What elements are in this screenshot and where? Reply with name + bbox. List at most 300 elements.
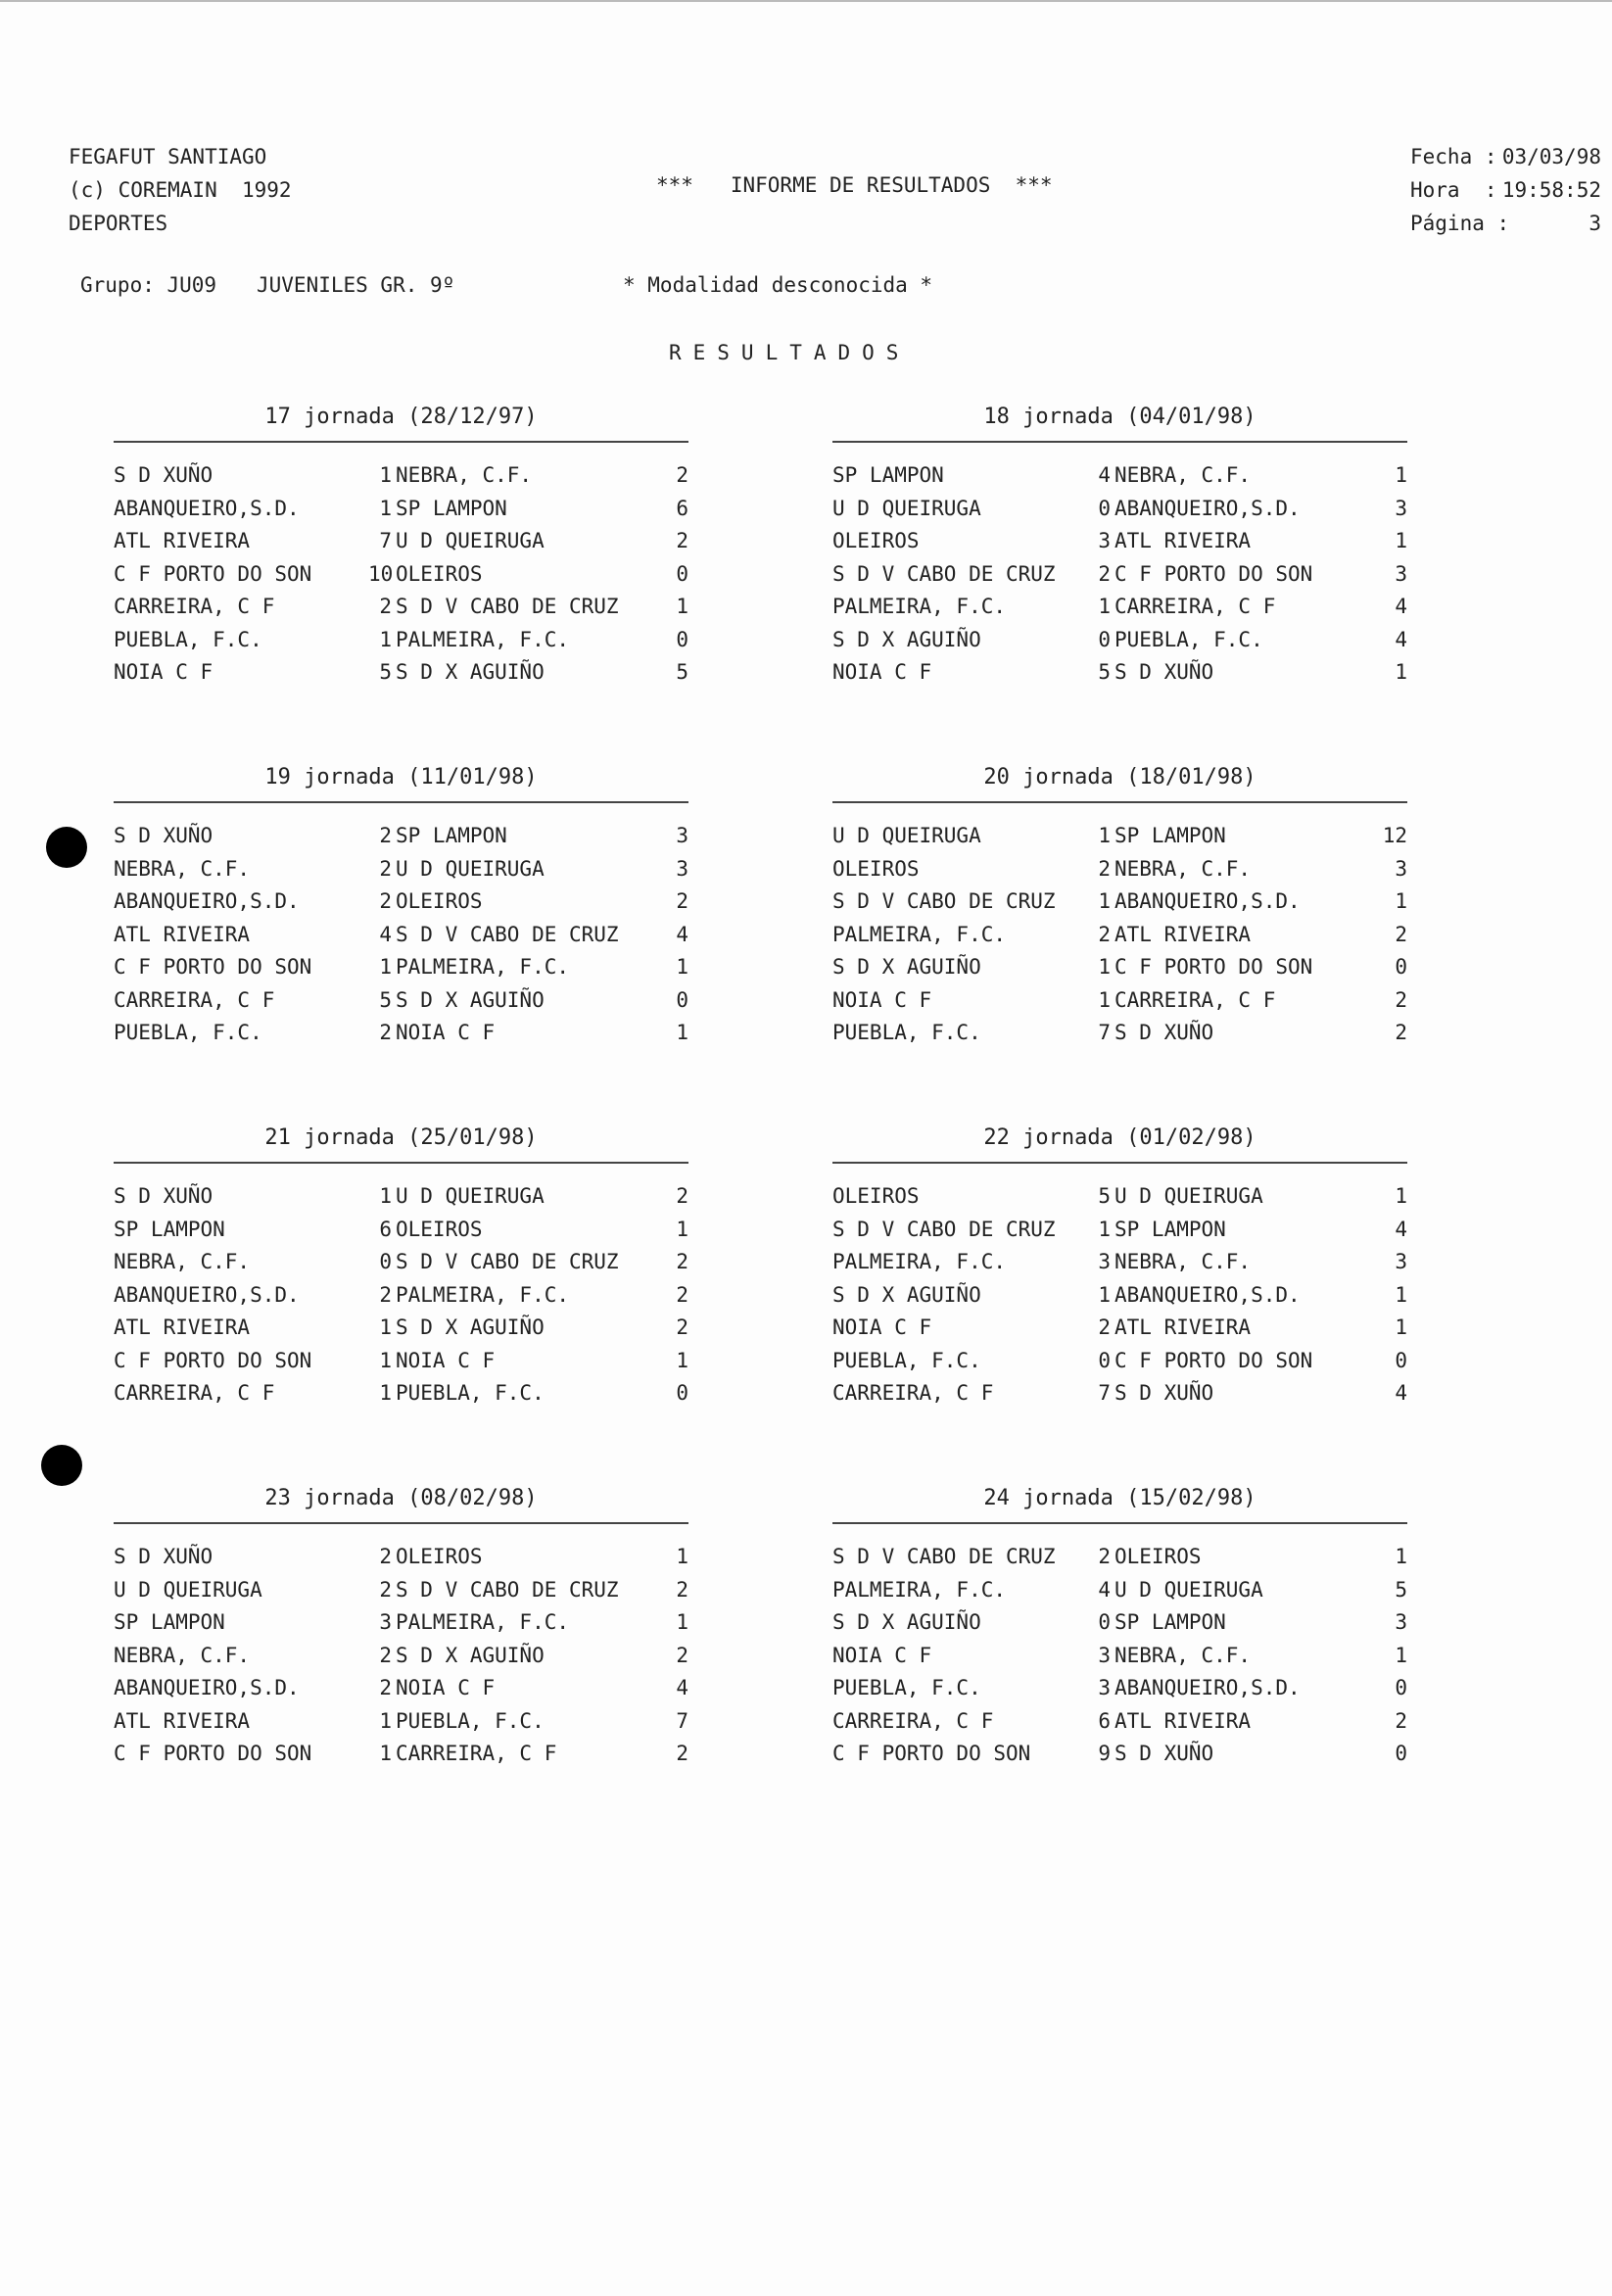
home-score: 2 — [379, 889, 392, 913]
away-score: 6 — [676, 496, 688, 520]
away-score: 4 — [676, 1676, 688, 1699]
away-team: NOIA C F — [396, 1021, 496, 1044]
header-right — [1410, 140, 1601, 240]
away-team: SP LAMPON — [1114, 1610, 1226, 1634]
home-score: 0 — [1098, 627, 1111, 651]
away-team: OLEIROS — [396, 1217, 483, 1241]
home-score: 2 — [1098, 561, 1111, 586]
home-score: 0 — [1098, 1348, 1111, 1372]
match-row — [114, 624, 688, 657]
match-row — [114, 459, 688, 493]
match-list — [114, 1180, 688, 1411]
home-team: PALMEIRA, F.C. — [832, 922, 1007, 946]
home-team: PUEBLA, F.C. — [832, 1021, 981, 1044]
match-row — [832, 1574, 1407, 1607]
home-score: 1 — [379, 1708, 392, 1733]
away-team: C F PORTO DO SON — [1114, 955, 1313, 979]
away-team: ABANQUEIRO,S.D. — [1114, 496, 1301, 520]
home-score: 1 — [379, 1381, 392, 1405]
home-score: 2 — [379, 856, 392, 881]
match-row — [832, 1279, 1407, 1313]
home-team: C F PORTO DO SON — [114, 561, 312, 586]
away-score: 1 — [1395, 1282, 1407, 1307]
match-row — [832, 820, 1407, 853]
home-score: 1 — [379, 1184, 392, 1208]
match-row — [832, 1606, 1407, 1640]
match-row — [114, 1705, 688, 1739]
away-score: 5 — [1395, 1577, 1407, 1602]
match-row — [832, 525, 1407, 558]
away-score: 2 — [1395, 922, 1407, 946]
home-team: NEBRA, C.F. — [114, 856, 251, 881]
jornada-title: 24 jornada (15/02/98) — [983, 1486, 1256, 1510]
home-score: 10 — [368, 561, 394, 586]
match-list — [114, 1541, 688, 1771]
away-score: 2 — [676, 1643, 688, 1667]
match-row — [832, 1377, 1407, 1411]
home-score: 1 — [379, 1315, 392, 1339]
match-row — [114, 984, 688, 1018]
away-team: ATL RIVEIRA — [1114, 529, 1252, 552]
match-row — [114, 1180, 688, 1214]
away-score: 2 — [1395, 1021, 1407, 1044]
fecha-value: 03/03/98 — [1501, 145, 1601, 168]
away-team: OLEIROS — [396, 889, 483, 913]
away-score: 1 — [676, 1545, 688, 1568]
away-score: 1 — [676, 1021, 688, 1044]
home-team: PUEBLA, F.C. — [832, 1676, 981, 1699]
home-score: 2 — [379, 1282, 392, 1307]
away-score: 2 — [676, 1184, 688, 1208]
away-team: S D X AGUIÑO — [396, 1643, 545, 1667]
home-team: C F PORTO DO SON — [832, 1742, 1031, 1765]
home-score: 3 — [1098, 1250, 1111, 1273]
home-score: 2 — [379, 1545, 392, 1568]
away-team: U D QUEIRUGA — [396, 856, 545, 881]
modalidad: * Modalidad desconocida * — [623, 273, 933, 297]
away-team: PALMEIRA, F.C. — [396, 627, 570, 651]
away-score: 4 — [1395, 1381, 1407, 1405]
away-score: 12 — [1382, 824, 1407, 847]
jornada-divider — [832, 1162, 1407, 1164]
home-score: 1 — [1098, 955, 1111, 979]
home-score: 5 — [379, 987, 392, 1012]
match-row — [832, 1640, 1407, 1673]
home-team: S D V CABO DE CRUZ — [832, 561, 1056, 586]
match-row — [114, 853, 688, 886]
away-team: S D XUÑO — [1114, 1381, 1214, 1405]
match-row — [832, 853, 1407, 886]
home-team: ABANQUEIRO,S.D. — [114, 889, 300, 913]
home-team: S D XUÑO — [114, 463, 213, 487]
home-team: S D X AGUIÑO — [832, 1610, 981, 1634]
home-score: 4 — [1098, 1577, 1111, 1602]
hora-label: Hora : — [1410, 178, 1497, 202]
away-team: C F PORTO DO SON — [1114, 1348, 1313, 1372]
match-row — [832, 624, 1407, 657]
away-score: 3 — [1395, 561, 1407, 586]
away-team: C F PORTO DO SON — [1114, 561, 1313, 586]
home-team: NOIA C F — [832, 660, 932, 684]
hora-value: 19:58:52 — [1501, 178, 1601, 202]
home-score: 3 — [1098, 529, 1111, 552]
copyright: (c) COREMAIN 1992 — [69, 178, 292, 202]
away-team: PUEBLA, F.C. — [1114, 627, 1263, 651]
home-team: CARREIRA, C F — [832, 1708, 994, 1733]
home-team: C F PORTO DO SON — [114, 1348, 312, 1372]
jornada-divider — [114, 801, 688, 803]
away-score: 3 — [1395, 496, 1407, 520]
home-score: 5 — [1098, 660, 1111, 684]
away-score: 1 — [676, 1610, 688, 1634]
home-team: ATL RIVEIRA — [114, 1315, 251, 1339]
home-score: 0 — [1098, 496, 1111, 520]
match-row — [114, 1606, 688, 1640]
match-row — [114, 493, 688, 526]
match-row — [832, 591, 1407, 624]
match-row — [832, 1345, 1407, 1378]
match-row — [832, 493, 1407, 526]
home-team: SP LAMPON — [114, 1217, 225, 1241]
away-score: 1 — [1395, 1315, 1407, 1339]
jornada-title: 23 jornada (08/02/98) — [264, 1486, 538, 1510]
home-team: ATL RIVEIRA — [114, 922, 251, 946]
away-team: ATL RIVEIRA — [1114, 1708, 1252, 1733]
away-team: NEBRA, C.F. — [1114, 1643, 1252, 1667]
jornada-divider — [114, 441, 688, 443]
match-list — [114, 459, 688, 690]
home-score: 2 — [1098, 1315, 1111, 1339]
away-score: 0 — [676, 627, 688, 651]
home-score: 4 — [379, 922, 392, 946]
home-team: SP LAMPON — [832, 463, 944, 487]
home-score: 1 — [379, 955, 392, 979]
home-score: 1 — [379, 627, 392, 651]
fecha-row — [1410, 140, 1601, 173]
home-team: NEBRA, C.F. — [114, 1250, 251, 1273]
home-team: U D QUEIRUGA — [114, 1577, 262, 1602]
jornada-divider — [832, 1522, 1407, 1524]
section-title: RESULTADOS — [669, 341, 911, 364]
home-score: 7 — [1098, 1021, 1111, 1044]
away-score: 1 — [1395, 1545, 1407, 1568]
pagina-value: 3 — [1588, 212, 1601, 235]
away-team: S D X AGUIÑO — [396, 660, 545, 684]
home-score: 7 — [1098, 1381, 1111, 1405]
match-row — [832, 1214, 1407, 1247]
away-score: 2 — [676, 529, 688, 552]
match-row — [114, 1672, 688, 1705]
match-row — [832, 919, 1407, 952]
home-team: OLEIROS — [832, 529, 920, 552]
jornada-title: 19 jornada (11/01/98) — [264, 765, 538, 789]
pagina-label: Página : — [1410, 212, 1510, 235]
away-score: 3 — [1395, 1250, 1407, 1273]
match-list — [832, 820, 1407, 1050]
jornada-title: 18 jornada (04/01/98) — [983, 405, 1256, 429]
report-title: *** INFORME DE RESULTADOS *** — [656, 173, 1053, 197]
match-row — [832, 558, 1407, 592]
away-team: NOIA C F — [396, 1676, 496, 1699]
away-team: S D V CABO DE CRUZ — [396, 1250, 619, 1273]
home-score: 2 — [1098, 1545, 1111, 1568]
match-row — [114, 1738, 688, 1771]
fecha-label: Fecha : — [1410, 145, 1497, 168]
away-team: NEBRA, C.F. — [1114, 463, 1252, 487]
home-team: ATL RIVEIRA — [114, 1708, 251, 1733]
home-team: ABANQUEIRO,S.D. — [114, 1676, 300, 1699]
jornada-title: 22 jornada (01/02/98) — [983, 1125, 1256, 1150]
match-row — [114, 1640, 688, 1673]
home-score: 9 — [1098, 1742, 1111, 1765]
away-team: U D QUEIRUGA — [1114, 1577, 1263, 1602]
home-team: PALMEIRA, F.C. — [832, 1577, 1007, 1602]
match-row — [114, 951, 688, 984]
home-score: 2 — [1098, 922, 1111, 946]
home-score: 3 — [379, 1610, 392, 1634]
away-team: S D X AGUIÑO — [396, 1315, 545, 1339]
away-score: 2 — [1395, 1708, 1407, 1733]
home-team: S D V CABO DE CRUZ — [832, 1545, 1056, 1568]
home-score: 1 — [1098, 595, 1111, 618]
home-score: 2 — [379, 1021, 392, 1044]
away-score: 1 — [1395, 1184, 1407, 1208]
away-score: 0 — [1395, 1676, 1407, 1699]
away-score: 0 — [676, 987, 688, 1012]
home-team: S D X AGUIÑO — [832, 955, 981, 979]
match-row — [114, 591, 688, 624]
match-list — [832, 459, 1407, 690]
home-score: 5 — [1098, 1184, 1111, 1208]
away-team: PALMEIRA, F.C. — [396, 955, 570, 979]
match-row — [832, 951, 1407, 984]
away-score: 2 — [676, 1250, 688, 1273]
home-score: 1 — [379, 1742, 392, 1765]
away-team: U D QUEIRUGA — [396, 529, 545, 552]
away-score: 0 — [676, 561, 688, 586]
home-score: 3 — [1098, 1643, 1111, 1667]
match-row — [114, 558, 688, 592]
away-team: ATL RIVEIRA — [1114, 1315, 1252, 1339]
match-row — [114, 1279, 688, 1313]
page-top-border — [0, 0, 1612, 2]
match-row — [832, 1738, 1407, 1771]
jornada-title: 20 jornada (18/01/98) — [983, 765, 1256, 789]
home-team: CARREIRA, C F — [832, 1381, 994, 1405]
match-row — [114, 1312, 688, 1345]
away-team: PUEBLA, F.C. — [396, 1708, 545, 1733]
away-team: NEBRA, C.F. — [396, 463, 533, 487]
home-team: NOIA C F — [832, 1315, 932, 1339]
away-score: 0 — [676, 1381, 688, 1405]
away-score: 5 — [676, 660, 688, 684]
home-team: CARREIRA, C F — [114, 987, 275, 1012]
match-list — [832, 1180, 1407, 1411]
home-team: U D QUEIRUGA — [832, 496, 981, 520]
match-row — [114, 1574, 688, 1607]
home-score: 1 — [1098, 824, 1111, 847]
away-score: 2 — [676, 889, 688, 913]
away-score: 0 — [1395, 1348, 1407, 1372]
home-team: NEBRA, C.F. — [114, 1643, 251, 1667]
away-score: 2 — [676, 1577, 688, 1602]
home-team: PUEBLA, F.C. — [832, 1348, 981, 1372]
away-team: S D V CABO DE CRUZ — [396, 922, 619, 946]
grupo-label: Grupo: JU09 — [80, 273, 217, 297]
away-score: 2 — [676, 1742, 688, 1765]
match-row — [114, 885, 688, 919]
home-score: 6 — [379, 1217, 392, 1241]
away-team: ATL RIVEIRA — [1114, 922, 1252, 946]
grupo-name: JUVENILES GR. 9º — [257, 273, 455, 297]
match-row — [832, 984, 1407, 1018]
department: DEPORTES — [69, 212, 168, 235]
home-team: CARREIRA, C F — [114, 595, 275, 618]
home-team: PUEBLA, F.C. — [114, 1021, 262, 1044]
hora-row — [1410, 173, 1601, 207]
org-name: FEGAFUT SANTIAGO — [69, 145, 267, 168]
home-team: S D X AGUIÑO — [832, 627, 981, 651]
home-score: 5 — [379, 660, 392, 684]
match-row — [832, 1541, 1407, 1574]
away-team: SP LAMPON — [1114, 824, 1226, 847]
away-team: S D X AGUIÑO — [396, 987, 545, 1012]
away-score: 0 — [1395, 1742, 1407, 1765]
home-score: 4 — [1098, 463, 1111, 487]
away-score: 1 — [676, 595, 688, 618]
away-team: SP LAMPON — [1114, 1217, 1226, 1241]
away-team: NEBRA, C.F. — [1114, 856, 1252, 881]
jornada-divider — [832, 441, 1407, 443]
match-row — [832, 1180, 1407, 1214]
away-team: NEBRA, C.F. — [1114, 1250, 1252, 1273]
home-score: 2 — [379, 824, 392, 847]
away-team: SP LAMPON — [396, 824, 507, 847]
match-row — [114, 1017, 688, 1050]
match-row — [114, 1541, 688, 1574]
match-row — [114, 1246, 688, 1279]
home-team: ABANQUEIRO,S.D. — [114, 496, 300, 520]
home-score: 1 — [1098, 987, 1111, 1012]
away-score: 2 — [1395, 987, 1407, 1012]
jornada-title: 21 jornada (25/01/98) — [264, 1125, 538, 1150]
match-row — [114, 525, 688, 558]
home-score: 2 — [379, 1577, 392, 1602]
away-score: 1 — [1395, 529, 1407, 552]
match-row — [114, 919, 688, 952]
punch-hole-icon — [41, 1445, 82, 1486]
home-team: CARREIRA, C F — [114, 1381, 275, 1405]
home-score: 1 — [1098, 1282, 1111, 1307]
home-score: 3 — [1098, 1676, 1111, 1699]
away-team: U D QUEIRUGA — [396, 1184, 545, 1208]
home-score: 2 — [379, 595, 392, 618]
jornada-divider — [114, 1162, 688, 1164]
away-score: 3 — [676, 856, 688, 881]
home-team: C F PORTO DO SON — [114, 955, 312, 979]
home-team: ABANQUEIRO,S.D. — [114, 1282, 300, 1307]
match-list — [832, 1541, 1407, 1771]
home-team: S D V CABO DE CRUZ — [832, 1217, 1056, 1241]
match-row — [832, 656, 1407, 690]
away-score: 3 — [1395, 856, 1407, 881]
away-score: 3 — [676, 824, 688, 847]
away-team: OLEIROS — [396, 561, 483, 586]
away-team: OLEIROS — [396, 1545, 483, 1568]
away-score: 1 — [1395, 660, 1407, 684]
home-team: C F PORTO DO SON — [114, 1742, 312, 1765]
away-score: 1 — [676, 1348, 688, 1372]
away-score: 1 — [1395, 889, 1407, 913]
away-team: ABANQUEIRO,S.D. — [1114, 889, 1301, 913]
away-team: OLEIROS — [1114, 1545, 1202, 1568]
match-row — [114, 656, 688, 690]
away-team: PUEBLA, F.C. — [396, 1381, 545, 1405]
away-score: 4 — [676, 922, 688, 946]
home-score: 0 — [1098, 1610, 1111, 1634]
away-score: 1 — [676, 955, 688, 979]
away-team: ABANQUEIRO,S.D. — [1114, 1676, 1301, 1699]
away-team: CARREIRA, C F — [396, 1742, 557, 1765]
away-score: 2 — [676, 463, 688, 487]
away-team: S D V CABO DE CRUZ — [396, 1577, 619, 1602]
match-row — [832, 1017, 1407, 1050]
home-score: 1 — [379, 496, 392, 520]
away-team: PALMEIRA, F.C. — [396, 1610, 570, 1634]
away-score: 4 — [1395, 1217, 1407, 1241]
away-score: 0 — [1395, 955, 1407, 979]
home-team: NOIA C F — [832, 1643, 932, 1667]
away-team: S D XUÑO — [1114, 1742, 1214, 1765]
pagina-row — [1410, 207, 1601, 240]
match-row — [832, 459, 1407, 493]
home-score: 1 — [1098, 1217, 1111, 1241]
home-team: OLEIROS — [832, 856, 920, 881]
match-row — [832, 885, 1407, 919]
away-team: NOIA C F — [396, 1348, 496, 1372]
away-score: 1 — [676, 1217, 688, 1241]
home-team: S D XUÑO — [114, 1545, 213, 1568]
home-score: 1 — [379, 1348, 392, 1372]
home-score: 2 — [1098, 856, 1111, 881]
match-row — [832, 1312, 1407, 1345]
home-team: ATL RIVEIRA — [114, 529, 251, 552]
home-team: NOIA C F — [114, 660, 213, 684]
match-row — [832, 1705, 1407, 1739]
home-team: PALMEIRA, F.C. — [832, 1250, 1007, 1273]
away-team: S D XUÑO — [1114, 1021, 1214, 1044]
match-row — [114, 1377, 688, 1411]
match-row — [832, 1246, 1407, 1279]
home-team: PALMEIRA, F.C. — [832, 595, 1007, 618]
away-team: S D V CABO DE CRUZ — [396, 595, 619, 618]
punch-hole-icon — [46, 827, 87, 868]
away-team: CARREIRA, C F — [1114, 987, 1276, 1012]
header-left — [69, 140, 292, 240]
home-team: S D X AGUIÑO — [832, 1282, 981, 1307]
home-team: OLEIROS — [832, 1184, 920, 1208]
away-score: 3 — [1395, 1610, 1407, 1634]
away-score: 4 — [1395, 595, 1407, 618]
home-team: NOIA C F — [832, 987, 932, 1012]
match-row — [114, 1345, 688, 1378]
away-score: 7 — [676, 1708, 688, 1733]
match-row — [114, 1214, 688, 1247]
home-score: 6 — [1098, 1708, 1111, 1733]
away-team: SP LAMPON — [396, 496, 507, 520]
away-team: CARREIRA, C F — [1114, 595, 1276, 618]
away-score: 1 — [1395, 1643, 1407, 1667]
